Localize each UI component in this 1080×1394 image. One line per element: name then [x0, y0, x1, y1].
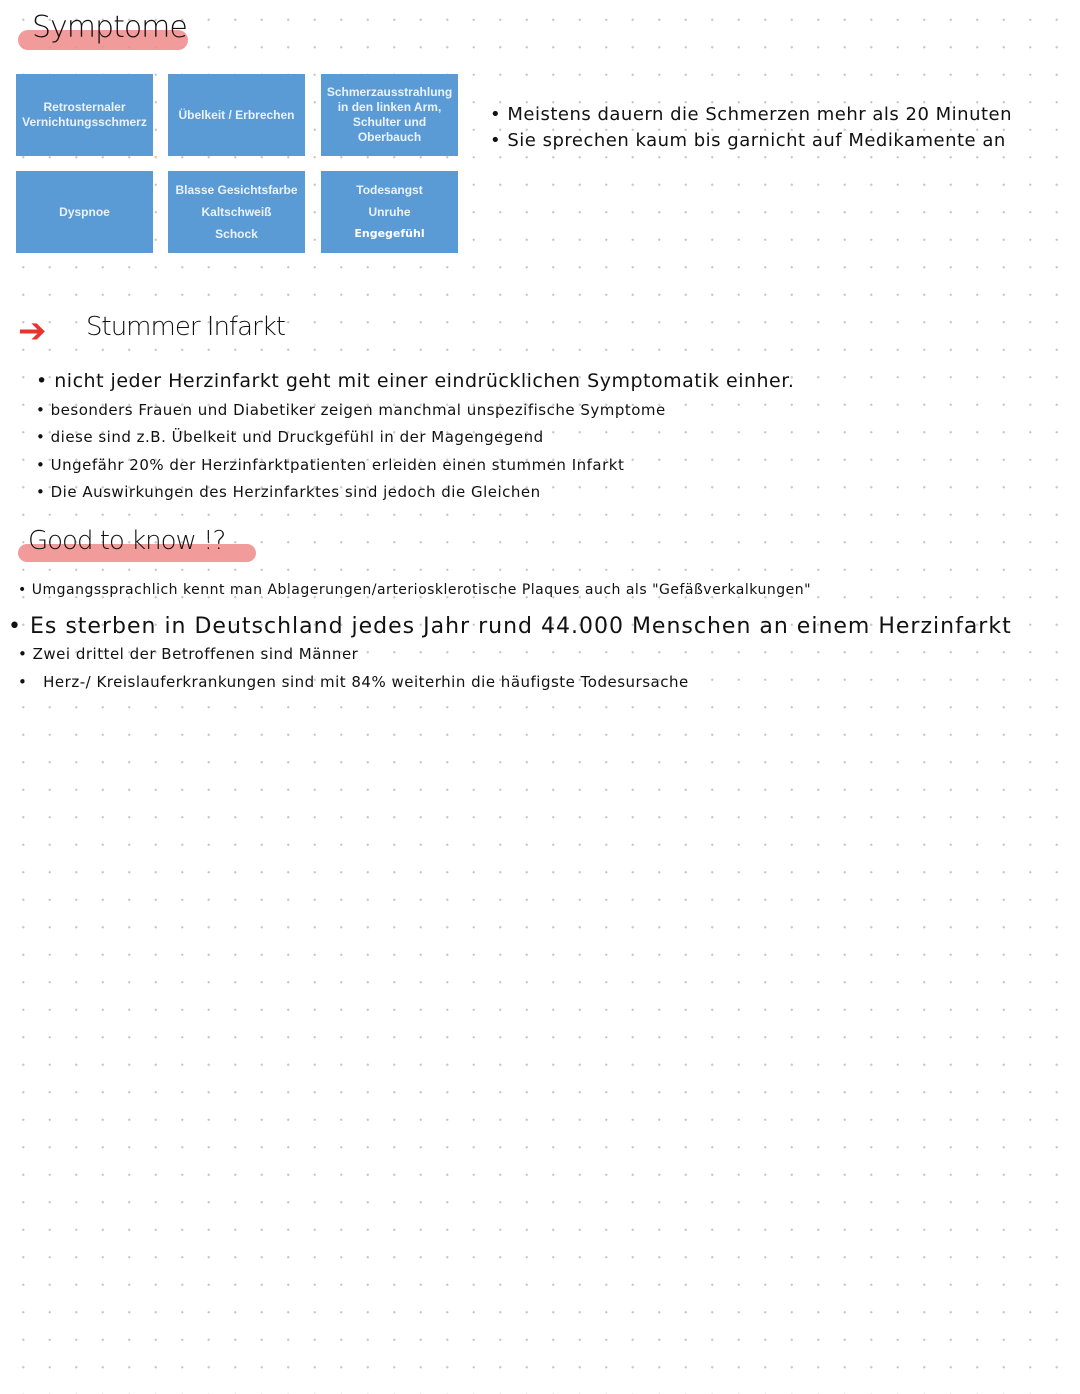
symptom-text: Schock	[215, 227, 258, 241]
list-item: • Umgangssprachlich kennt man Ablagerungen/arteriosklerotische Plaques auch als "Gefäßverkalkungen"	[18, 582, 812, 598]
symptom-box	[168, 171, 305, 253]
symptom-text: Schulter und	[352, 115, 427, 129]
list-item: • diese sind z.B. Übelkeit und Druckgefühl in der Magengegend	[36, 428, 544, 446]
symptom-text: in den linken Arm,	[337, 100, 442, 114]
silent-infarct-title: Stummer Infarkt	[86, 312, 285, 342]
symptom-box	[168, 74, 305, 156]
list-item: • besonders Frauen und Diabetiker zeigen manchmal unspezifische Symptome	[36, 401, 666, 419]
list-item-text: besonders Frauen und Diabetiker zeigen manchmal unspezifische Symptome	[50, 401, 666, 419]
list-item: • Herz-/ Kreislauferkrankungen sind mit 84% weiterhin die häufigste Todesursache	[18, 673, 689, 691]
list-item: • Ungefähr 20% der Herzinfarktpatienten erleiden einen stummen Infarkt	[36, 456, 625, 474]
list-item: • nicht jeder Herzinfarkt geht mit einer eindrücklichen Symptomatik einher.	[36, 370, 795, 392]
symptom-text: Kaltschweiß	[201, 205, 272, 219]
symptom-box	[321, 171, 458, 253]
symptom-note: • Meistens dauern die Schmerzen mehr als 20 Minuten	[490, 104, 1013, 125]
list-item: • Es sterben in Deutschland jedes Jahr rund 44.000 Menschen an einem Herzinfarkt	[8, 614, 1012, 639]
symptom-text: Engegefühl	[354, 227, 425, 240]
symptom-text: Retrosternaler	[43, 100, 126, 114]
symptom-text: Dyspnoe	[59, 204, 110, 219]
symptom-box	[16, 171, 153, 253]
symptom-text: Oberbauch	[357, 130, 422, 144]
symptom-text: Blasse Gesichtsfarbe	[175, 183, 298, 197]
list-item-text: diese sind z.B. Übelkeit und Druckgefühl in der Magengegend	[50, 428, 544, 446]
symptom-box	[321, 74, 458, 156]
symptom-box	[16, 74, 153, 156]
symptom-text: Schmerzausstrahlung	[326, 85, 453, 99]
symptom-text: Todesangst	[356, 183, 423, 197]
list-item-text: nicht jeder Herzinfarkt geht mit einer eindrücklichen Symptomatik einher.	[54, 370, 795, 392]
symptom-text: Vernichtungsschmerz	[22, 115, 147, 129]
symptom-text: Übelkeit / Erbrechen	[178, 107, 295, 122]
list-item: • Zwei drittel der Betroffenen sind Männer	[18, 645, 359, 663]
symptoms-title: Symptome	[32, 10, 187, 45]
list-item: • Die Auswirkungen des Herzinfarktes sind jedoch die Gleichen	[36, 483, 541, 501]
symptom-text: Unruhe	[368, 205, 411, 219]
good-to-know-title: Good to know !?	[28, 526, 226, 556]
symptom-note: • Sie sprechen kaum bis garnicht auf Medikamente an	[490, 130, 1006, 151]
list-item-text: Die Auswirkungen des Herzinfarktes sind jedoch die Gleichen	[50, 483, 541, 501]
arrow-icon: ➔	[18, 311, 47, 351]
list-item-text: Ungefähr 20% der Herzinfarktpatienten erleiden einen stummen Infarkt	[50, 456, 625, 474]
